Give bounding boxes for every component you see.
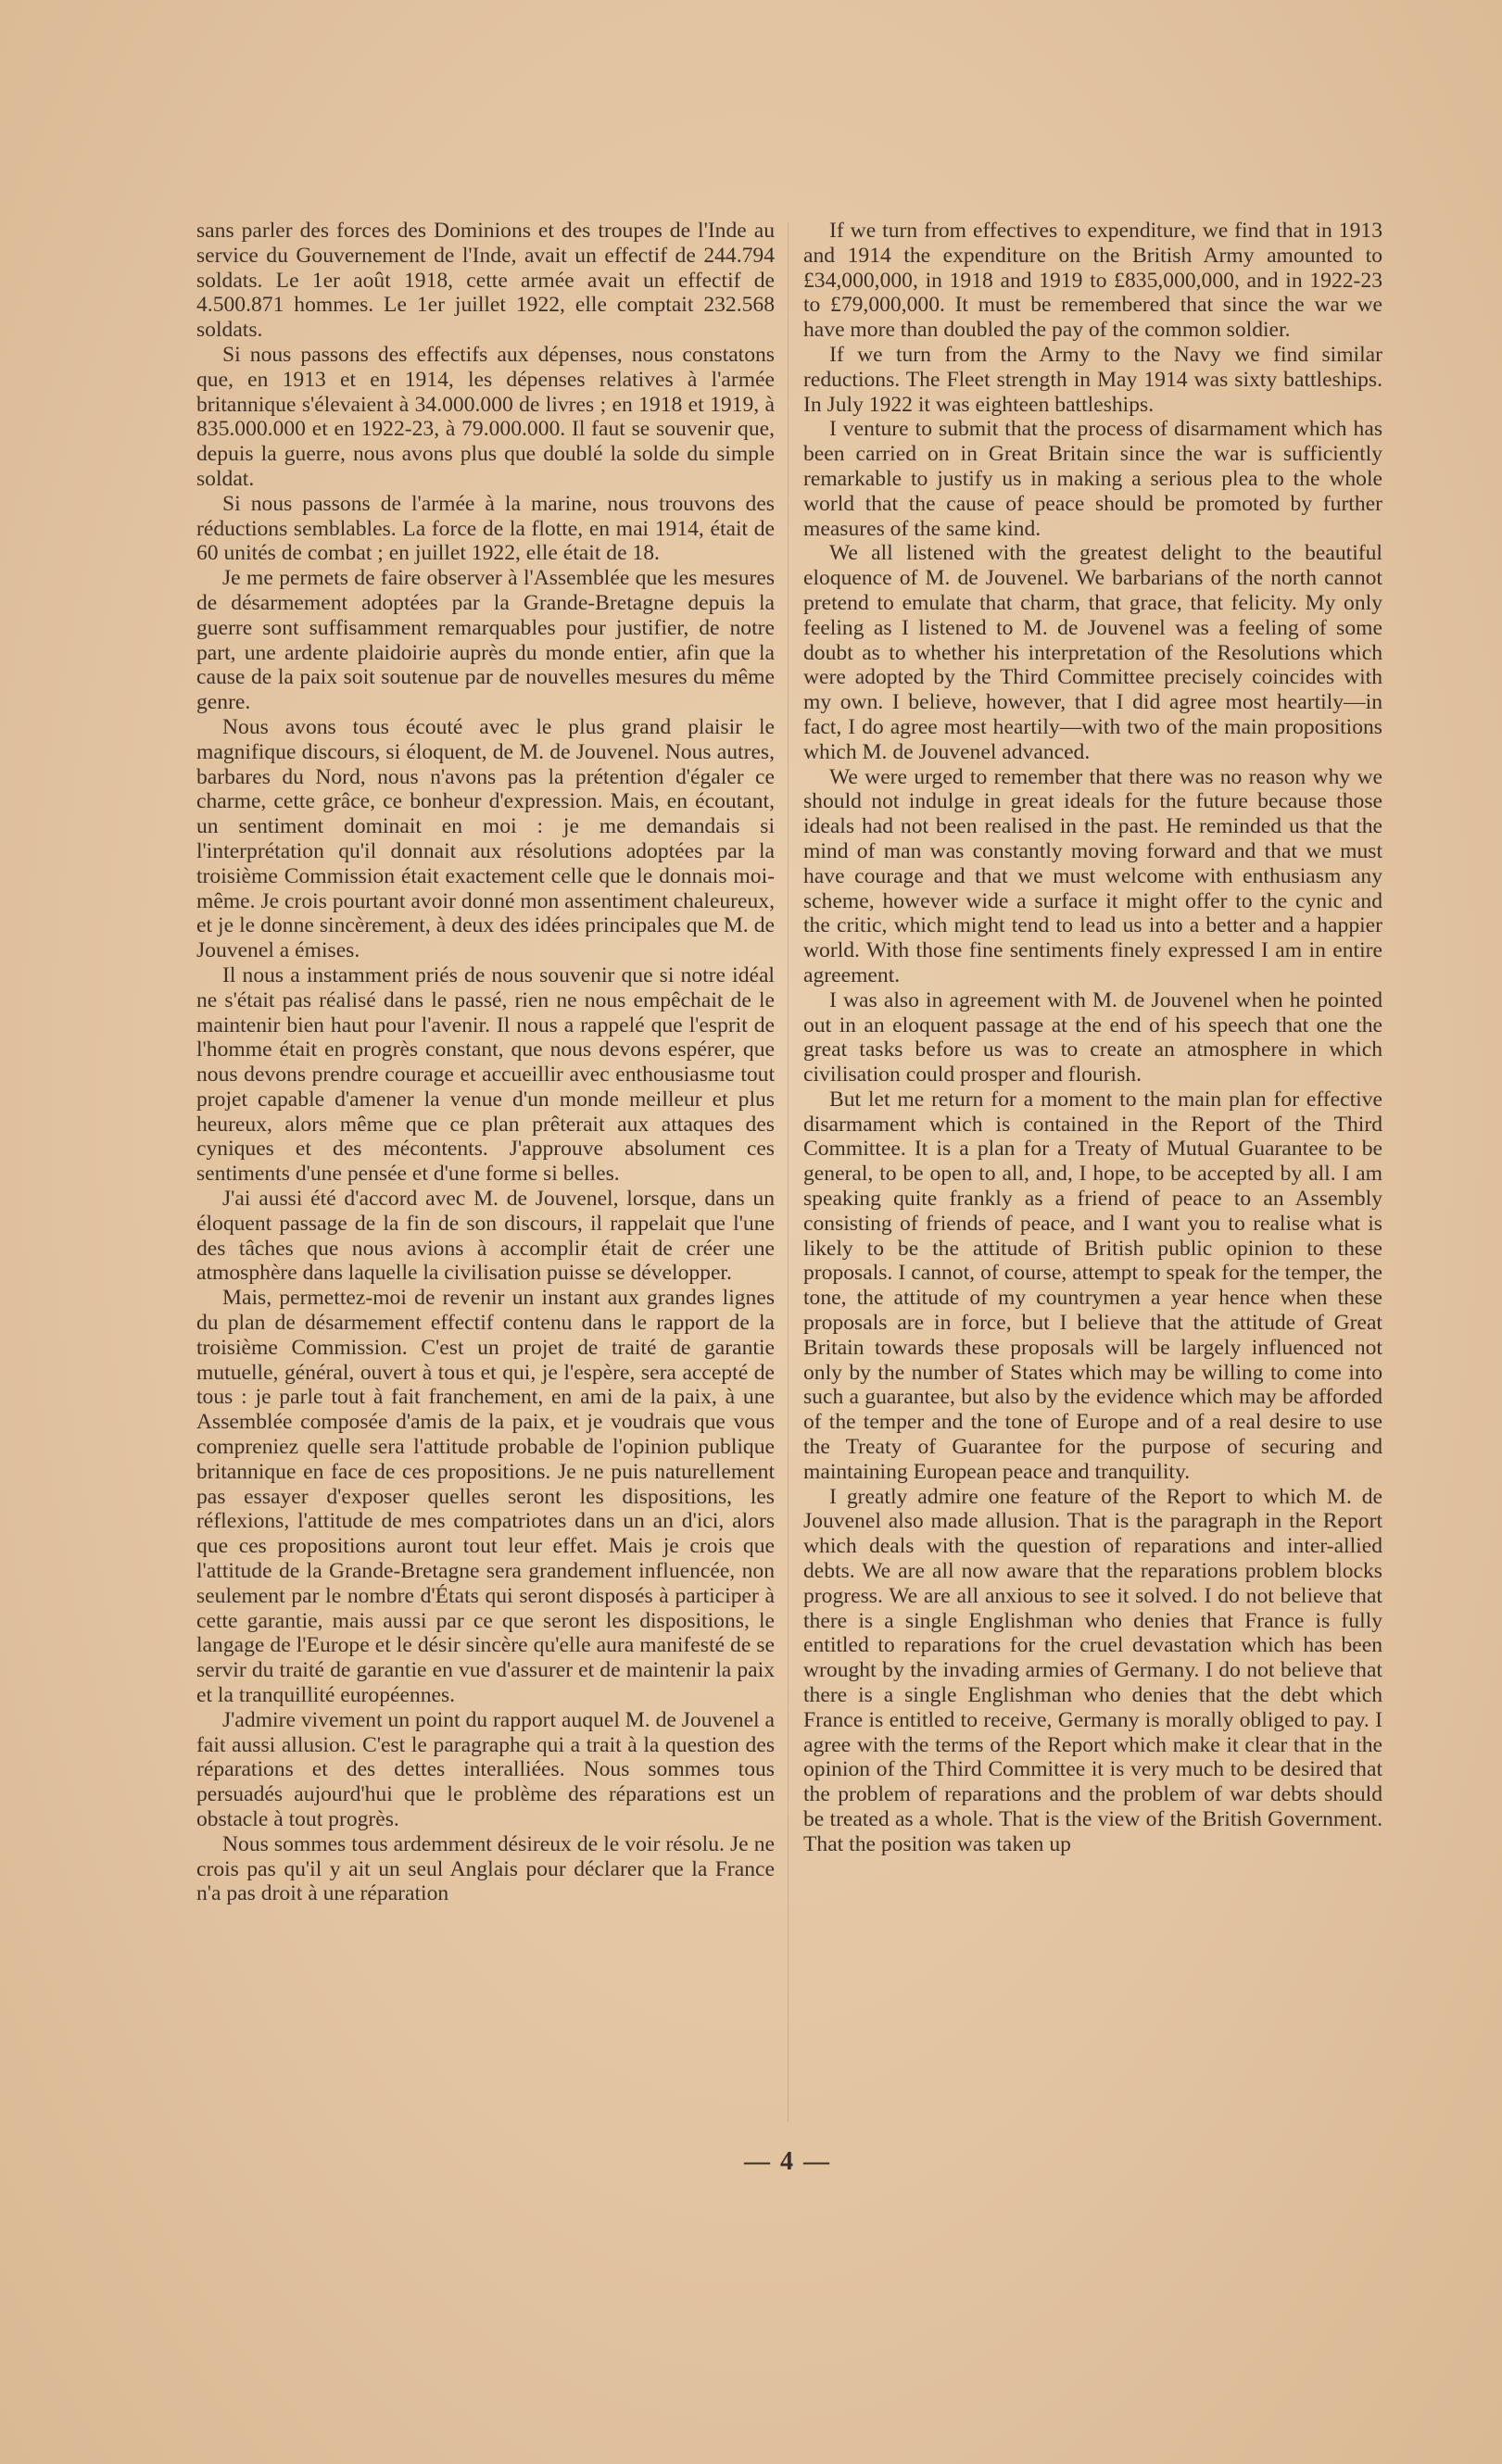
paragraph: J'ai aussi été d'accord avec M. de Jouvenel, lorsque, dans un éloquent passage de la fin de son discours, il rappelait que l'une des tâches que nous avions à accomplir était de créer une atmosphère dans laquelle la civilisation puisse se développer. — [196, 1187, 775, 1286]
paragraph: If we turn from the Army to the Navy we find similar reductions. The Fleet strength in May 1914 was sixty battleships. In July 1922 it was eighteen battleships. — [803, 342, 1382, 417]
paragraph: I venture to submit that the process of disarmament which has been carried on in Great Britain since the war is sufficiently remarkable to justify us in making a serious plea to the whole world that the cause of peace should be promoted by further measures of the same kind. — [803, 417, 1382, 541]
english-text-column — [803, 219, 1382, 2127]
paragraph: We were urged to remember that there was no reason why we should not indulge in great ideals for the future because those ideals had not been realised in the past. He reminded us that the mind of man was constantly moving forward and that we must have courage and that we must welcome with enthusiasm any scheme, however wide a surface it might offer to the cynic and the critic, which might tend to lead us into a better and a happier world. With those fine sentiments finely expressed I am in entire agreement. — [803, 764, 1382, 987]
french-text-column — [196, 219, 775, 2127]
paragraph: If we turn from effectives to expenditure, we find that in 1913 and 1914 the expenditure on the British Army amounted to £34,000,000, in 1918 and 1919 to £835,000,000, and in 1922-23 to £79,000,000. It must be remembered that since the war we have more than doubled the pay of the common soldier. — [803, 219, 1382, 343]
paragraph: Nous avons tous écouté avec le plus grand plaisir le magnifique discours, si éloquent, de M. de Jouvenel. Nous autres, barbares du Nord, nous n'avons pas la prétention d'égaler ce charme, cette grâce, ce bonheur d'expression. Mais, en écoutant, un sentiment dominait en moi : je me demandais si l'interprétation qu'il donnait aux résolutions adoptées par la troisième Commission était exactement celle que le donnais moi-même. Je crois pourtant avoir donné mon assentiment chaleureux, et je le donne sincèrement, à deux des idées principales que M. de Jouvenel a émises. — [196, 714, 775, 963]
paragraph: Mais, permettez-moi de revenir un instant aux grandes lignes du plan de désarmement effectif contenu dans le rapport de la troisième Commission. C'est un projet de traité de garantie mutuelle, général, ouvert à tous et qui, je l'espère, sera accepté de tous : je parle tout à fait franchement, en ami de la paix, à une Assemblée composée d'amis de la paix, et je voudrais que vous compreniez quelle sera l'attitude probable de l'opinion publique britannique en face de ces propositions. Je ne puis naturellement pas essayer d'exposer quelles seront les dispositions, les réflexions, l'attitude de mes compatriotes dans un an d'ici, alors que ces propositions auront tout leur effet. Mais je crois que l'attitude de la Grande-Bretagne sera grandement influencée, non seulement par le nombre d'États qui seront disposés à participer à cette garantie, mais aussi par ce que seront les dispositions, le langage de l'Europe et le désir sincère qu'elle aura manifesté de se servir du traité de garantie en vue d'assurer et de maintenir la paix et la tranquillité européennes. — [196, 1286, 775, 1708]
column-divider — [788, 222, 789, 2121]
paragraph: sans parler des forces des Dominions et des troupes de l'Inde au service du Gouvernement de l'Inde, avait un effectif de 244.794 soldats. Le 1er août 1918, cette armée avait un effectif de 4.500.871 hommes. Le 1er juillet 1922, elle comptait 232.568 soldats. — [196, 219, 775, 343]
paragraph: I was also in agreement with M. de Jouvenel when he pointed out in an eloquent passage at the end of his speech that one the great tasks before us was to create an atmosphere in which civilisation could prosper and flourish. — [803, 987, 1382, 1087]
paragraph: Si nous passons des effectifs aux dépenses, nous constatons que, en 1913 et en 1914, les dépenses relatives à l'armée britannique s'élevaient à 34.000.000 de livres ; en 1918 et 1919, à 835.000.000 et en 1922-23, à 79.000.000. Il faut se souvenir que, depuis la guerre, nous avons plus que doublé la solde du simple soldat. — [196, 342, 775, 491]
paragraph: We all listened with the greatest delight to the beautiful eloquence of M. de Jouvenel. We barbarians of the north cannot pretend to emulate that charm, that grace, that felicity. My only feeling as I listened to M. de Jouvenel was a feeling of some doubt as to whether his interpretation of the Resolutions which were adopted by the Third Committee precisely coincides with my own. I believe, however, that I did agree most heartily—in fact, I do agree most heartily—with two of the main propositions which M. de Jouvenel advanced. — [803, 541, 1382, 764]
paragraph: Nous sommes tous ardemment désireux de le voir résolu. Je ne crois pas qu'il y ait un seul Anglais pour déclarer que la France n'a pas droit à une réparation — [196, 1831, 775, 1906]
paragraph: I greatly admire one feature of the Report to which M. de Jouvenel also made allusion. That is the paragraph in the Report which deals with the question of reparations and inter-allied debts. We are all now aware that the reparations problem blocks progress. We are all anxious to see it solved. I do not believe that there is a single Englishman who denies that France is fully entitled to reparations for the cruel devastation which has been wrought by the invading armies of Germany. I do not believe that there is a single Englishman who denies that the debt which France is entitled to receive, Germany is morally obliged to pay. I agree with the terms of the Report which make it clear that in the opinion of the Third Committee it is very much to be desired that the problem of reparations and the problem of war debts should be treated as a whole. That is the view of the British Government. That the position was taken up — [803, 1484, 1382, 1856]
paragraph: But let me return for a moment to the main plan for effective disarmament which is contained in the Report of the Third Committee. It is a plan for a Treaty of Mutual Guarantee to be general, to be open to all, and, I hope, to be accepted by all. I am speaking quite frankly as a friend of peace to an Assembly consisting of friends of peace, and I want you to realise what is likely to be the attitude of British public opinion to these proposals. I cannot, of course, attempt to speak for the temper, the tone, the attitude of my countrymen a year hence when these proposals are in force, but I believe that the attitude of Great Britain towards these proposals will be largely influenced not only by the number of States which may be willing to come into such a guarantee, but also by the evidence which may be afforded of the temper and the tone of Europe and of a real desire to use the Treaty of Guarantee for the purpose of securing and maintaining European peace and tranquility. — [803, 1087, 1382, 1484]
paragraph: Je me permets de faire observer à l'Assemblée que les mesures de désarmement adoptées par la Grande-Bretagne depuis la guerre sont suffisamment remarquables pour justifier, de notre part, une ardente plaidoirie auprès du monde entier, afin que la cause de la paix soit soutenue par de nouvelles mesures du même genre. — [196, 566, 775, 715]
paragraph: J'admire vivement un point du rapport auquel M. de Jouvenel a fait aussi allusion. C'est le paragraphe qui a trait à la question des réparations et des dettes interalliées. Nous sommes tous persuadés aujourd'hui que le problème des réparations est un obstacle à tout progrès. — [196, 1707, 775, 1831]
page-number: — 4 — — [744, 2147, 831, 2176]
paragraph: Il nous a instamment priés de nous souvenir que si notre idéal ne s'était pas réalisé dans le passé, rien ne nous empêchait de le maintenir bien haut pour l'avenir. Il nous a rappelé que l'esprit de l'homme était en progrès constant, que nous devons espérer, que nous devons prendre courage et accueillir avec enthousiasme tout projet capable d'amener la venue d'un monde meilleur et plus heureux, alors même que ce plan prêterait aux attaques des cyniques et des mécontents. J'approuve absolument ces sentiments d'une pensée et d'une forme si belles. — [196, 962, 775, 1187]
paragraph: Si nous passons de l'armée à la marine, nous trouvons des réductions semblables. La force de la flotte, en mai 1914, était de 60 unités de combat ; en juillet 1922, elle était de 18. — [196, 491, 775, 566]
